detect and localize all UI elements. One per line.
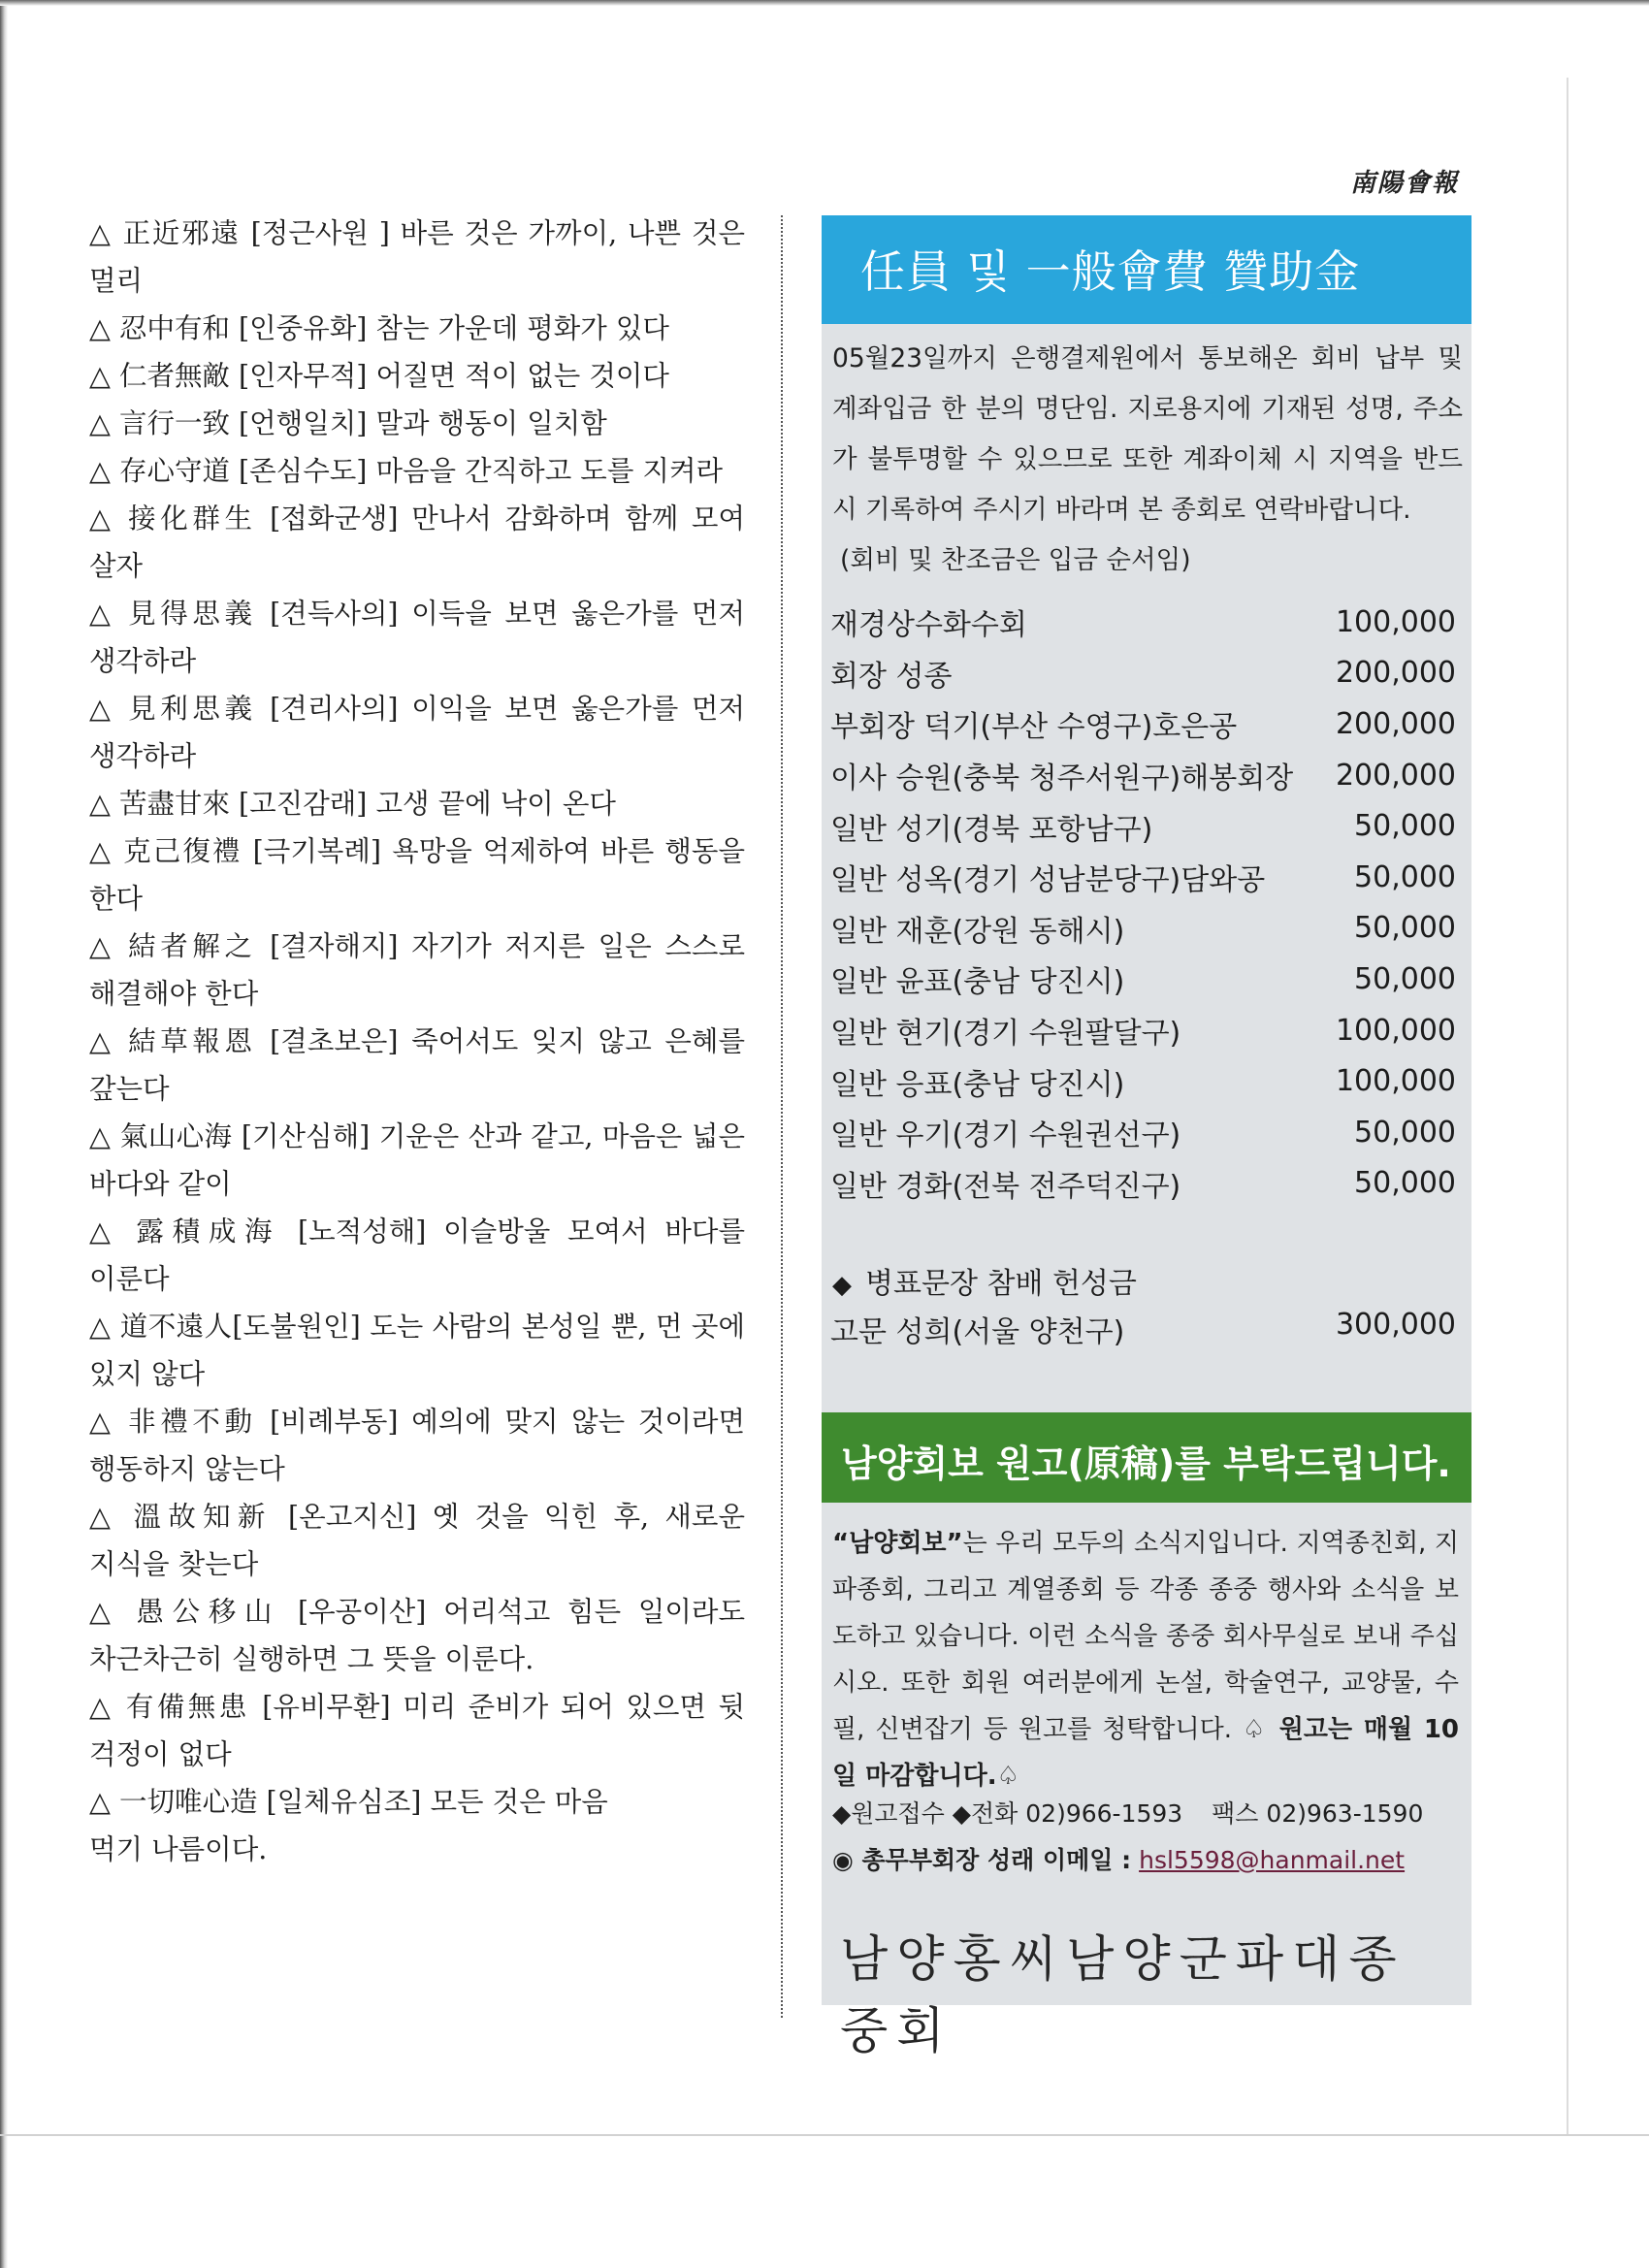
donation-notice-text: 05월23일까지 은행결제원에서 통보해온 회비 납부 및 계좌입금 한 분의 명단임. 지로용지에 기재된 성명, 주소가 불투명할 수 있으므로 또한 계좌이체 시 지역을 반드시 기록하여 주시기 바라며 본 종회로 연락바랍니다. (832, 343, 1463, 525)
fax-label: 팩스 (1212, 1799, 1259, 1828)
masthead-logo: 南陽會報 (1350, 169, 1460, 198)
proverb-item: △ 結草報恩 [결초보은] 죽어서도 잊지 않고 은혜를 갚는다 (89, 1025, 745, 1105)
proverb-item: △ 正近邪遠 [정근사원 ] 바른 것은 가까이, 나쁜 것은 멀리 (89, 217, 745, 297)
donor-name: 이사 승원(충북 청주서원구)해봉회장 (830, 761, 1294, 796)
donor-name: 일반 성옥(경기 성남분당구)담와공 (830, 863, 1266, 898)
proverb-last-tail: 먹기 나름이다. (89, 1833, 268, 1865)
donor-row (830, 954, 1456, 1005)
proverb-item: △ 克己復禮 [극기복례] 욕망을 억제하여 바른 행동을 한다 (89, 835, 745, 915)
phone-number: 02)966-1593 (1025, 1799, 1183, 1828)
phone-label: ◆전화 (952, 1799, 1018, 1828)
donor-name: 일반 우기(경기 수원권선구) (830, 1118, 1181, 1153)
proverb-item: △ 有備無患 [유비무환] 미리 준비가 되어 있으면 뒷 걱정이 없다 (89, 1691, 745, 1770)
special-donation-row (830, 1308, 1456, 1350)
contact-line (832, 1791, 1459, 1837)
special-donation-heading (832, 1259, 1137, 1302)
proverb-item: △ 見利思義 [견리사의] 이익을 보면 옳은가를 먼저 생각하라 (89, 693, 745, 772)
donor-amount: 100,000 (1335, 1013, 1456, 1048)
contact-info (832, 1791, 1459, 1884)
donor-amount: 50,000 (1354, 911, 1456, 946)
contact-label: ◆원고접수 (832, 1799, 945, 1828)
proverb-item: △ 溫故知新 [온고지신] 옛 것을 익힌 후, 새로운 지식을 찾는다 (89, 1501, 745, 1580)
donor-row (830, 852, 1456, 903)
proverb-item: △ 接化群生 [접화군생] 만나서 감화하며 함께 모여 살자 (89, 502, 745, 582)
donor-name: 일반 성기(경북 포항남구) (830, 812, 1153, 847)
donor-amount: 50,000 (1354, 1115, 1456, 1150)
donor-amount: 200,000 (1335, 758, 1456, 793)
donor-amount: 100,000 (1335, 604, 1456, 639)
donor-amount: 50,000 (1354, 809, 1456, 844)
scan-shadow-left (0, 0, 8, 2268)
donor-row (830, 1107, 1456, 1158)
donor-name: 일반 현기(경기 수원팔달구) (830, 1017, 1181, 1052)
donor-row (830, 698, 1456, 750)
call-title: 남양회보 원고(原稿)를 부탁드립니다. (841, 1442, 1451, 1485)
proverb-item: △ 忍中有和 [인중유화] 참는 가운데 평화가 있다 (89, 312, 669, 344)
donor-amount: 100,000 (1335, 1064, 1456, 1099)
proverb-item-last (89, 1778, 745, 1873)
donor-row (830, 903, 1456, 955)
email-link[interactable]: hsl5598@hanmail.net (1139, 1846, 1406, 1874)
donor-name: 회장 성종 (830, 659, 953, 694)
donor-list (830, 597, 1456, 1209)
donor-row (830, 1158, 1456, 1210)
proverb-item: △ 存心守道 [존심수도] 마음을 간직하고 도를 지켜라 (89, 455, 724, 487)
donor-name: 일반 경화(전북 전주덕진구) (830, 1169, 1181, 1204)
call-body (832, 1520, 1459, 1799)
donor-name: 일반 응표(충남 당진시) (830, 1067, 1125, 1102)
proverb-item: △ 道不遠人[도불원인] 도는 사람의 본성일 뿐, 먼 곳에 있지 않다 (89, 1311, 745, 1390)
column-divider (781, 215, 783, 2018)
proverb-item: △ 氣山心海 [기산심해] 기운은 산과 같고, 마음은 넓은 바다와 같이 (89, 1120, 745, 1200)
donation-notice (832, 334, 1463, 586)
proverb-item: △ 言行一致 [언행일치] 말과 행동이 일치함 (89, 407, 607, 439)
call-header (822, 1412, 1471, 1503)
paper-edge-right (1567, 78, 1568, 2134)
call-lead: “남양회보” (832, 1529, 963, 1558)
donor-name: 고문 성희(서울 양천구) (830, 1315, 1125, 1349)
proverb-item: △ 非禮不動 [비례부동] 예의에 맞지 않는 것이라면 행동하지 않는다 (89, 1406, 745, 1485)
donor-amount: 300,000 (1335, 1308, 1456, 1342)
scan-shadow-top (0, 0, 1649, 6)
proverb-item: △ 結者解之 [결자해지] 자기가 저지른 일은 스스로 해결해야 한다 (89, 930, 745, 1010)
donation-header (822, 215, 1471, 324)
donation-title: 任員 및 一般會費 贊助金 (860, 245, 1361, 298)
email-label: ◉ 총무부회장 성래 이메일 : (832, 1846, 1132, 1874)
organization-name: 남양홍씨남양군파대종중회 (840, 1931, 1406, 2060)
donor-row (830, 800, 1456, 852)
donor-row (830, 1005, 1456, 1056)
donor-name: 일반 재훈(강원 동해시) (830, 914, 1125, 949)
donor-name: 일반 윤표(충남 당진시) (830, 965, 1125, 1000)
donor-row (830, 597, 1456, 648)
special-donation-title: 병표문장 참배 헌성금 (865, 1267, 1137, 1301)
proverb-item: △ 露積成海 [노적성해] 이슬방울 모여서 바다를 이룬다 (89, 1215, 745, 1295)
fax-number: 02)963-1590 (1266, 1799, 1424, 1828)
donor-amount: 50,000 (1354, 859, 1456, 894)
call-text: 는 우리 모두의 소식지입니다. 지역종친회, 지파종회, 그리고 계열종회 등 각종 종중 행사와 소식을 보도하고 있습니다. 이런 소식을 종중 회사무실로 보내 주십시오. 또한 회원 여러분에게 논설, 학술연구, 교양물, 수필, 신변잡기 등 원고를 청탁합니다. (832, 1529, 1459, 1744)
donation-notice-note: (회비 및 찬조금은 입금 순서임) (840, 545, 1191, 575)
diamond-bullet-icon: ◆ (832, 1271, 852, 1300)
donor-name: 부회장 덕기(부산 수영구)호은공 (830, 710, 1238, 745)
paper-edge-bottom (0, 2134, 1649, 2136)
donor-amount: 50,000 (1354, 961, 1456, 996)
proverb-last-head: △ 一切唯心造 [일체유심조] 모든 것은 마음 (89, 1786, 608, 1818)
donor-amount: 200,000 (1335, 706, 1456, 741)
donor-name: 재경상수화수회 (830, 608, 1027, 643)
email-line (832, 1837, 1459, 1884)
proverb-list (89, 210, 745, 1873)
donor-amount: 200,000 (1335, 656, 1456, 691)
donor-amount: 50,000 (1354, 1166, 1456, 1201)
proverb-item: △ 仁者無敵 [인자무적] 어질면 적이 없는 것이다 (89, 360, 669, 392)
donor-row (830, 750, 1456, 801)
proverb-item: △ 見得思義 [견득사의] 이득을 보면 옳은가를 먼저 생각하라 (89, 598, 745, 677)
donor-row (830, 1055, 1456, 1107)
call-deadline: ♤ 원고는 매월 10일 마감합니다.♤ (832, 1715, 1460, 1791)
donor-row (830, 648, 1456, 699)
proverb-item: △ 愚公移山 [우공이산] 어리석고 힘든 일이라도 차근차근히 실행하면 그 뜻을 이룬다. (89, 1596, 745, 1675)
proverb-item: △ 苦盡甘來 [고진감래] 고생 끝에 낙이 온다 (89, 788, 616, 820)
